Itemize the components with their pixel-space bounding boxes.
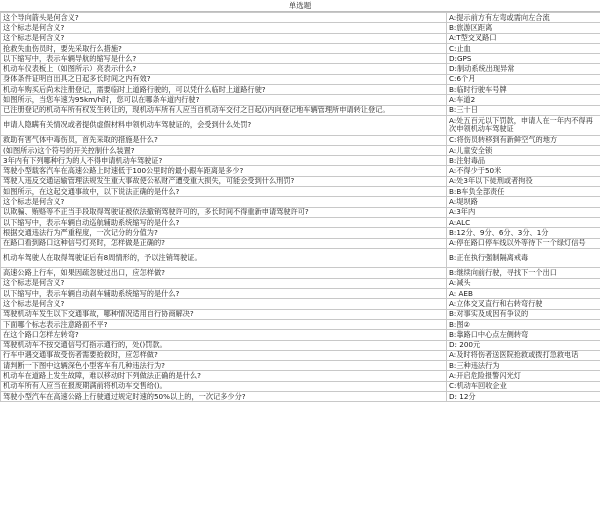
table-row — [1, 95, 600, 105]
question-cell: 请判断一下图中这辆深色小型客车有几种违法行为? — [1, 361, 447, 371]
table-row — [1, 54, 600, 64]
question-cell: 申请人隐瞒有关情况或者提供虚假材料申领机动车驾驶证的，会受到什么处罚? — [1, 115, 447, 135]
table-row — [1, 23, 600, 33]
table-row — [1, 217, 600, 227]
answer-cell: A:提示前方有左弯或需向左合流 — [447, 13, 600, 23]
question-cell: 已注册登记的机动车所有权发生转让的，现机动车所有人应当自机动车交付之日起()内向登记地车辆管理所申请转让登记。 — [1, 105, 447, 115]
answer-cell: A:T型交叉路口 — [447, 33, 600, 43]
table-row — [1, 330, 600, 340]
question-cell: 驾驶小型载客汽车在高速公路上时速低于100公里时的最小跟车距离是多少? — [1, 166, 447, 176]
answer-cell: A:停在路口停车线以外等待下一个绿灯信号 — [447, 238, 600, 248]
table-row — [1, 238, 600, 248]
answer-cell: A:处3年以下徒刑或者拘役 — [447, 176, 600, 186]
answer-cell: A:不得少于50米 — [447, 166, 600, 176]
answer-cell: A:开启危险报警闪光灯 — [447, 371, 600, 381]
question-cell: 身体条件证明自出具之日起多长时间之内有效? — [1, 74, 447, 84]
question-cell: 机动车购买后尚未注册登记，需要临时上道路行驶的，可以凭什么临时上道路行驶? — [1, 85, 447, 95]
answer-cell: B:继续向前行驶，寻找下一个出口 — [447, 268, 600, 278]
answer-cell: B:B车负全部责任 — [447, 187, 600, 197]
table-row — [1, 319, 600, 329]
table-row — [1, 381, 600, 391]
table-row — [1, 187, 600, 197]
question-cell: 机动车所有人应当在报废期满前将机动车交售给()。 — [1, 381, 447, 391]
answer-cell: D: 200元 — [447, 340, 600, 350]
table-row — [1, 340, 600, 350]
table-row — [1, 197, 600, 207]
table-row — [1, 85, 600, 95]
answer-cell: B:三种违法行为 — [447, 361, 600, 371]
question-cell: 这个导向箭头是何含义? — [1, 13, 447, 23]
table-row — [1, 64, 600, 74]
table-row — [1, 33, 600, 43]
table-row — [1, 166, 600, 176]
question-cell: 在路口看到路口这种信号灯亮时，怎样做是正确的? — [1, 238, 447, 248]
answer-cell: B:对事实及成因有争议的 — [447, 309, 600, 319]
question-cell: 根据交通违法行为严重程度，一次记分的分值为? — [1, 228, 447, 238]
question-cell: 3年内有下列哪种行为的人不得申请机动车驾驶证? — [1, 156, 447, 166]
answer-cell: A:ALC — [447, 217, 600, 227]
question-cell: 以下缩写中，表示车辆自动巡航辅助系统缩写的是什么? — [1, 217, 447, 227]
question-cell: 以下缩写中，表示车辆导航的缩写是什么? — [1, 54, 447, 64]
table-row — [1, 371, 600, 381]
answer-cell: D:GPS — [447, 54, 600, 64]
question-cell: 驾驶机动车不按交通信号灯指示通行的，处()罚款。 — [1, 340, 447, 350]
answer-cell: A:及时将伤者送医院抢救或拨打急救电话 — [447, 350, 600, 360]
table-row — [1, 135, 600, 145]
answer-cell: D: 12分 — [447, 391, 600, 401]
question-cell: 行车中遇交通事故受伤者需要抢救时，应怎样做? — [1, 350, 447, 360]
answer-cell: B:临时行驶车号牌 — [447, 85, 600, 95]
table-row — [1, 391, 600, 401]
table-row — [1, 207, 600, 217]
answer-cell: A:车道2 — [447, 95, 600, 105]
question-cell: 如图所示，当您车速为95km/h时，您可以在哪条车道内行驶? — [1, 95, 447, 105]
answer-cell: C:将伤员转移到有新鲜空气的地方 — [447, 135, 600, 145]
sheet-title: 单选题 — [0, 0, 600, 12]
answer-cell: B:正在执行强制隔离戒毒 — [447, 248, 600, 268]
question-cell: 驾驶小型汽车在高速公路上行驶通过规定时速的50%以上的，一次记多少分? — [1, 391, 447, 401]
table-row — [1, 145, 600, 155]
answer-cell: A:处五百元以下罚款，申请人在一年内不得再次申领机动车驾驶证 — [447, 115, 600, 135]
table-row — [1, 268, 600, 278]
table-row — [1, 74, 600, 84]
answer-cell: A:减头 — [447, 278, 600, 288]
table-row — [1, 115, 600, 135]
question-cell: 机动车在道路上发生故障，难以移动时下列做法正确的是什么? — [1, 371, 447, 381]
table-row — [1, 289, 600, 299]
answer-cell: D:制动系统出现异常 — [447, 64, 600, 74]
question-cell: 救助有害气体中毒伤员，首先采取的措施是什么? — [1, 135, 447, 145]
question-cell: 机动车仪表板上（如图所示）亮表示什么? — [1, 64, 447, 74]
question-cell: 这个标志是何含义? — [1, 299, 447, 309]
question-cell: 在这个路口怎样左转弯? — [1, 330, 447, 340]
qa-table-body — [1, 13, 600, 402]
question-cell: 高速公路上行车，如果因疏忽驶过出口，应怎样做? — [1, 268, 447, 278]
answer-cell: C:机动车回收企业 — [447, 381, 600, 391]
question-cell: 这个标志是何含义? — [1, 23, 447, 33]
question-cell: 抢救失血伤员时，要先采取行么措施? — [1, 43, 447, 53]
question-cell: 如图所示，在这起交通事故中，以下说法正确的是什么? — [1, 187, 447, 197]
question-cell: 这个标志是何含义? — [1, 197, 447, 207]
question-cell: 这个标志是何含义? — [1, 278, 447, 288]
question-cell: 以欺骗、贿赂等不正当手段取得驾驶证被依法撤销驾驶许可的，多长时间不得重新申请驾驶许可? — [1, 207, 447, 217]
answer-cell: C:6个月 — [447, 74, 600, 84]
table-row — [1, 278, 600, 288]
question-cell: (如图所示)这个符号的开关控制什么装置? — [1, 145, 447, 155]
question-cell: 这个标志是何含义? — [1, 33, 447, 43]
question-cell: 机动车驾驶人在取得驾驶证后有8周情形的，予以注销驾驶证。 — [1, 248, 447, 268]
table-row — [1, 43, 600, 53]
question-cell: 驾驶机动车发生以下交通事故，哪种情况适用自行协商解决? — [1, 309, 447, 319]
answer-cell: A: AEB — [447, 289, 600, 299]
table-row — [1, 176, 600, 186]
answer-cell: A:堤坝路 — [447, 197, 600, 207]
answer-cell: B:旅游区距离 — [447, 23, 600, 33]
qa-table — [0, 12, 600, 402]
answer-cell: A:儿童安全锁 — [447, 145, 600, 155]
answer-cell: C:止血 — [447, 43, 600, 53]
answer-cell: B:12分、9分、6分、3分、1分 — [447, 228, 600, 238]
table-row — [1, 299, 600, 309]
question-cell: 驾驶人违反交通运输管理法规发生重大事故使公私财产遭受重大损失，可能会受到什么刑罚? — [1, 176, 447, 186]
answer-cell: B:图② — [447, 319, 600, 329]
table-row — [1, 361, 600, 371]
table-row — [1, 350, 600, 360]
answer-cell: A:立体交叉直行和右转弯行驶 — [447, 299, 600, 309]
table-row — [1, 13, 600, 23]
table-row — [1, 228, 600, 238]
answer-cell: B:靠路口中心点左侧转弯 — [447, 330, 600, 340]
answer-cell: A:3年内 — [447, 207, 600, 217]
answer-cell: B:三十日 — [447, 105, 600, 115]
question-cell: 以下缩写中，表示车辆自动刹车辅助系统缩写的是什么? — [1, 289, 447, 299]
question-cell: 下面哪个标志表示注意路面不平? — [1, 319, 447, 329]
table-row — [1, 156, 600, 166]
answer-cell: B:注射毒品 — [447, 156, 600, 166]
table-row — [1, 105, 600, 115]
table-row — [1, 248, 600, 268]
table-row — [1, 309, 600, 319]
